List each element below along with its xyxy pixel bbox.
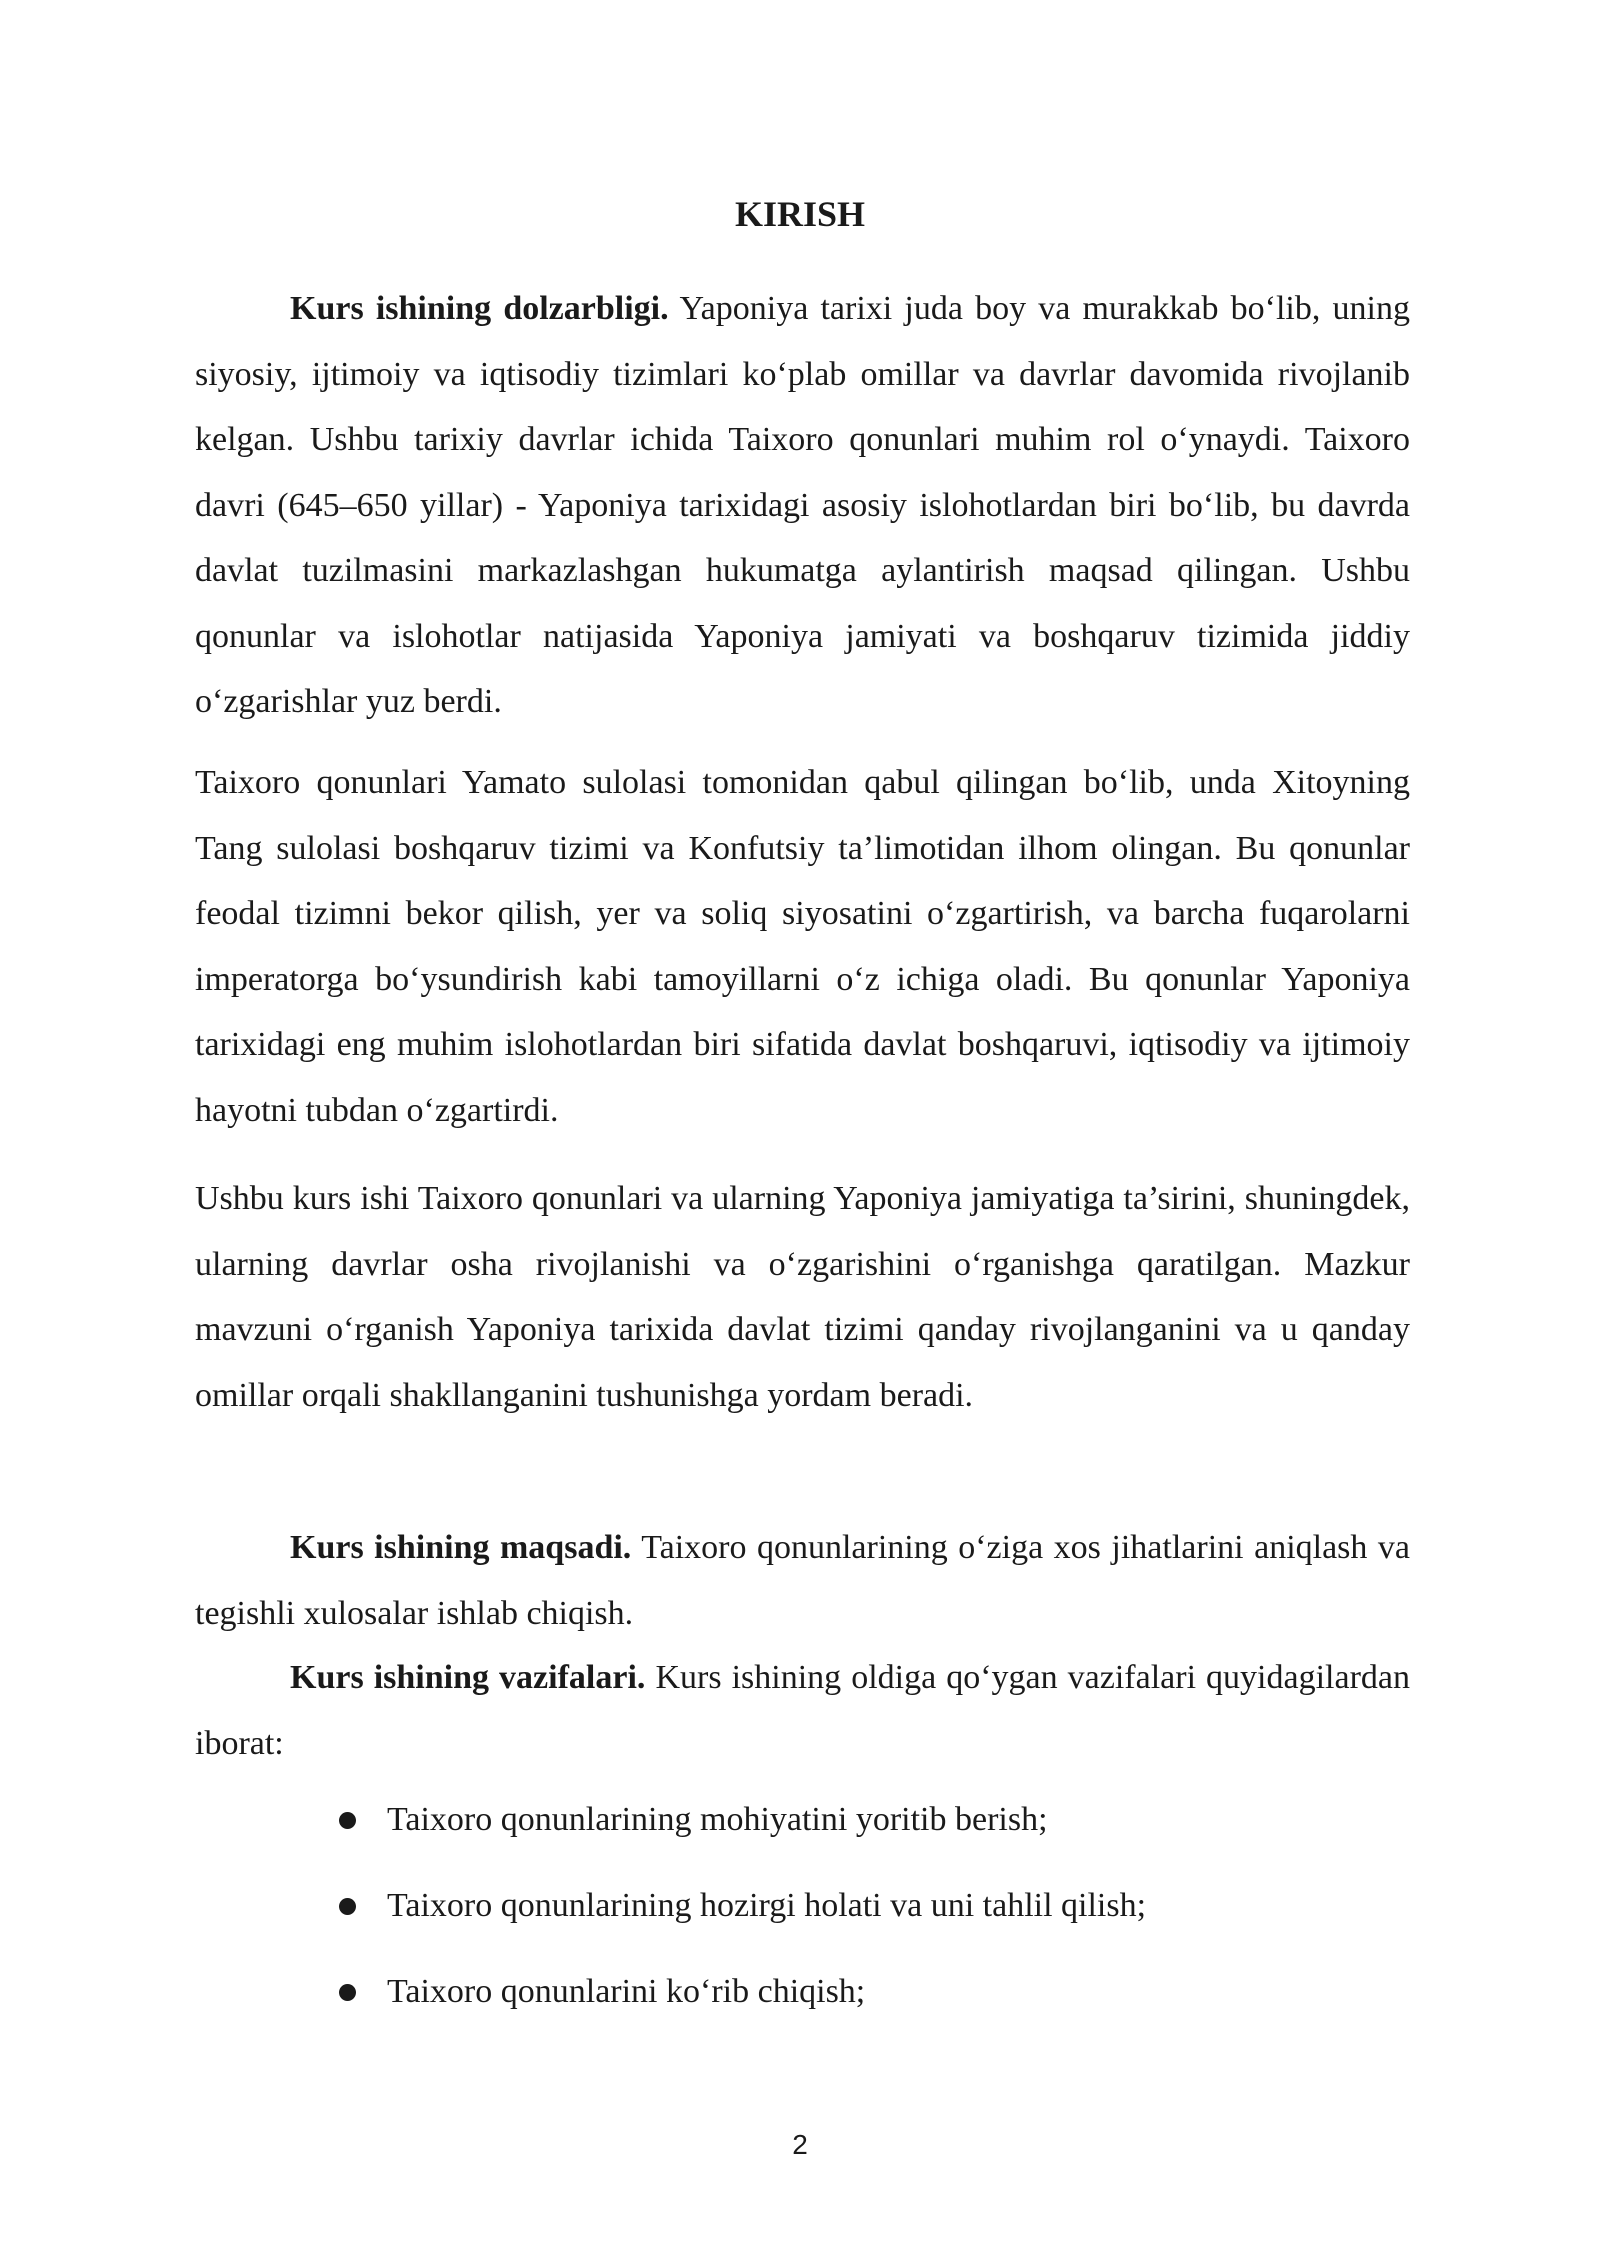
page-number: 2 <box>792 2129 808 2160</box>
paragraph-lead-relevance: Kurs ishining dolzarbligi. <box>290 290 669 327</box>
paragraph-lead-tasks: Kurs ishining vazifalari. <box>290 1659 646 1696</box>
list-item-text: Taixoro qonunlarining mohiyatini yoritib berish; <box>387 1801 1048 1838</box>
paragraph-relevance <box>195 276 1410 735</box>
paragraph-body-course-scope: Ushbu kurs ishi Taixoro qonunlari va ularning Yaponiya jamiyatiga ta’sirini, shuningdek, ularning davrlar osha rivojlanishi va o‘zgarishini o‘rganishga qaratilgan. Mazkur mavzuni o‘rganish Yaponiya tarixida davlat tizimi qanday rivojlanganini va u qanday omillar orqali shakllanganini tushunishga yordam beradi. <box>195 1180 1410 1414</box>
paragraph-tasks <box>195 1645 1410 1776</box>
list-item-text: Taixoro qonunlarini ko‘rib chiqish; <box>387 1973 866 2010</box>
list-item <box>337 1796 1410 1844</box>
bullet-dot-icon <box>339 1898 356 1915</box>
page-title: KIRISH <box>734 194 866 234</box>
paragraph-body-taixoro-origins: Taixoro qonunlari Yamato sulolasi tomonidan qabul qilingan bo‘lib, unda Xitoyning Tang sulolasi boshqaruv tizimi va Konfutsiy ta’limotidan ilhom olingan. Bu qonunlar feodal tizimni bekor qilish, yer va soliq siyosatini o‘zgartirish, va barcha fuqarolarni imperatorga bo‘ysundirish kabi tamoyillarni o‘z ichiga oladi. Bu qonunlar Yaponiya tarixidagi eng muhim islohotlardan biri sifatida davlat boshqaruvi, iqtisodiy va ijtimoiy hayotni tubdan o‘zgartirdi. <box>195 764 1410 1129</box>
paragraph-lead-goal: Kurs ishining maqsadi. <box>290 1529 632 1566</box>
task-list <box>337 1796 1410 2054</box>
list-item <box>337 1968 1410 2016</box>
paragraph-goal <box>195 1515 1410 1646</box>
paragraph-taixoro-origins <box>195 750 1410 1143</box>
list-item-text: Taixoro qonunlarining hozirgi holati va uni tahlil qilish; <box>387 1887 1147 1924</box>
paragraph-body-tasks: Kurs ishining oldiga qo‘ygan vazifalari quyidagilardan iborat: <box>195 1659 1410 1762</box>
bullet-dot-icon <box>339 1984 356 2001</box>
bullet-dot-icon <box>339 1812 356 1829</box>
paragraph-body-relevance: Yaponiya tarixi juda boy va murakkab bo‘lib, uning siyosiy, ijtimoiy va iqtisodiy tizimlari ko‘plab omillar va davrlar davomida rivojlanib kelgan. Ushbu tarixiy davrlar ichida Taixoro qonunlari muhim rol o‘ynaydi. Taixoro davri (645–650 yillar) - Yaponiya tarixidagi asosiy islohotlardan biri bo‘lib, bu davrda davlat tuzilmasini markazlashgan hukumatga aylantirish maqsad qilingan. Ushbu qonunlar va islohotlar natijasida Yaponiya jamiyati va boshqaruv tizimida jiddiy o‘zgarishlar yuz berdi. <box>195 290 1410 720</box>
paragraph-course-scope <box>195 1166 1410 1428</box>
list-item <box>337 1882 1410 1930</box>
paragraph-body-goal: Taixoro qonunlarining o‘ziga xos jihatlarini aniqlash va tegishli xulosalar ishlab chiqish. <box>195 1529 1411 1632</box>
